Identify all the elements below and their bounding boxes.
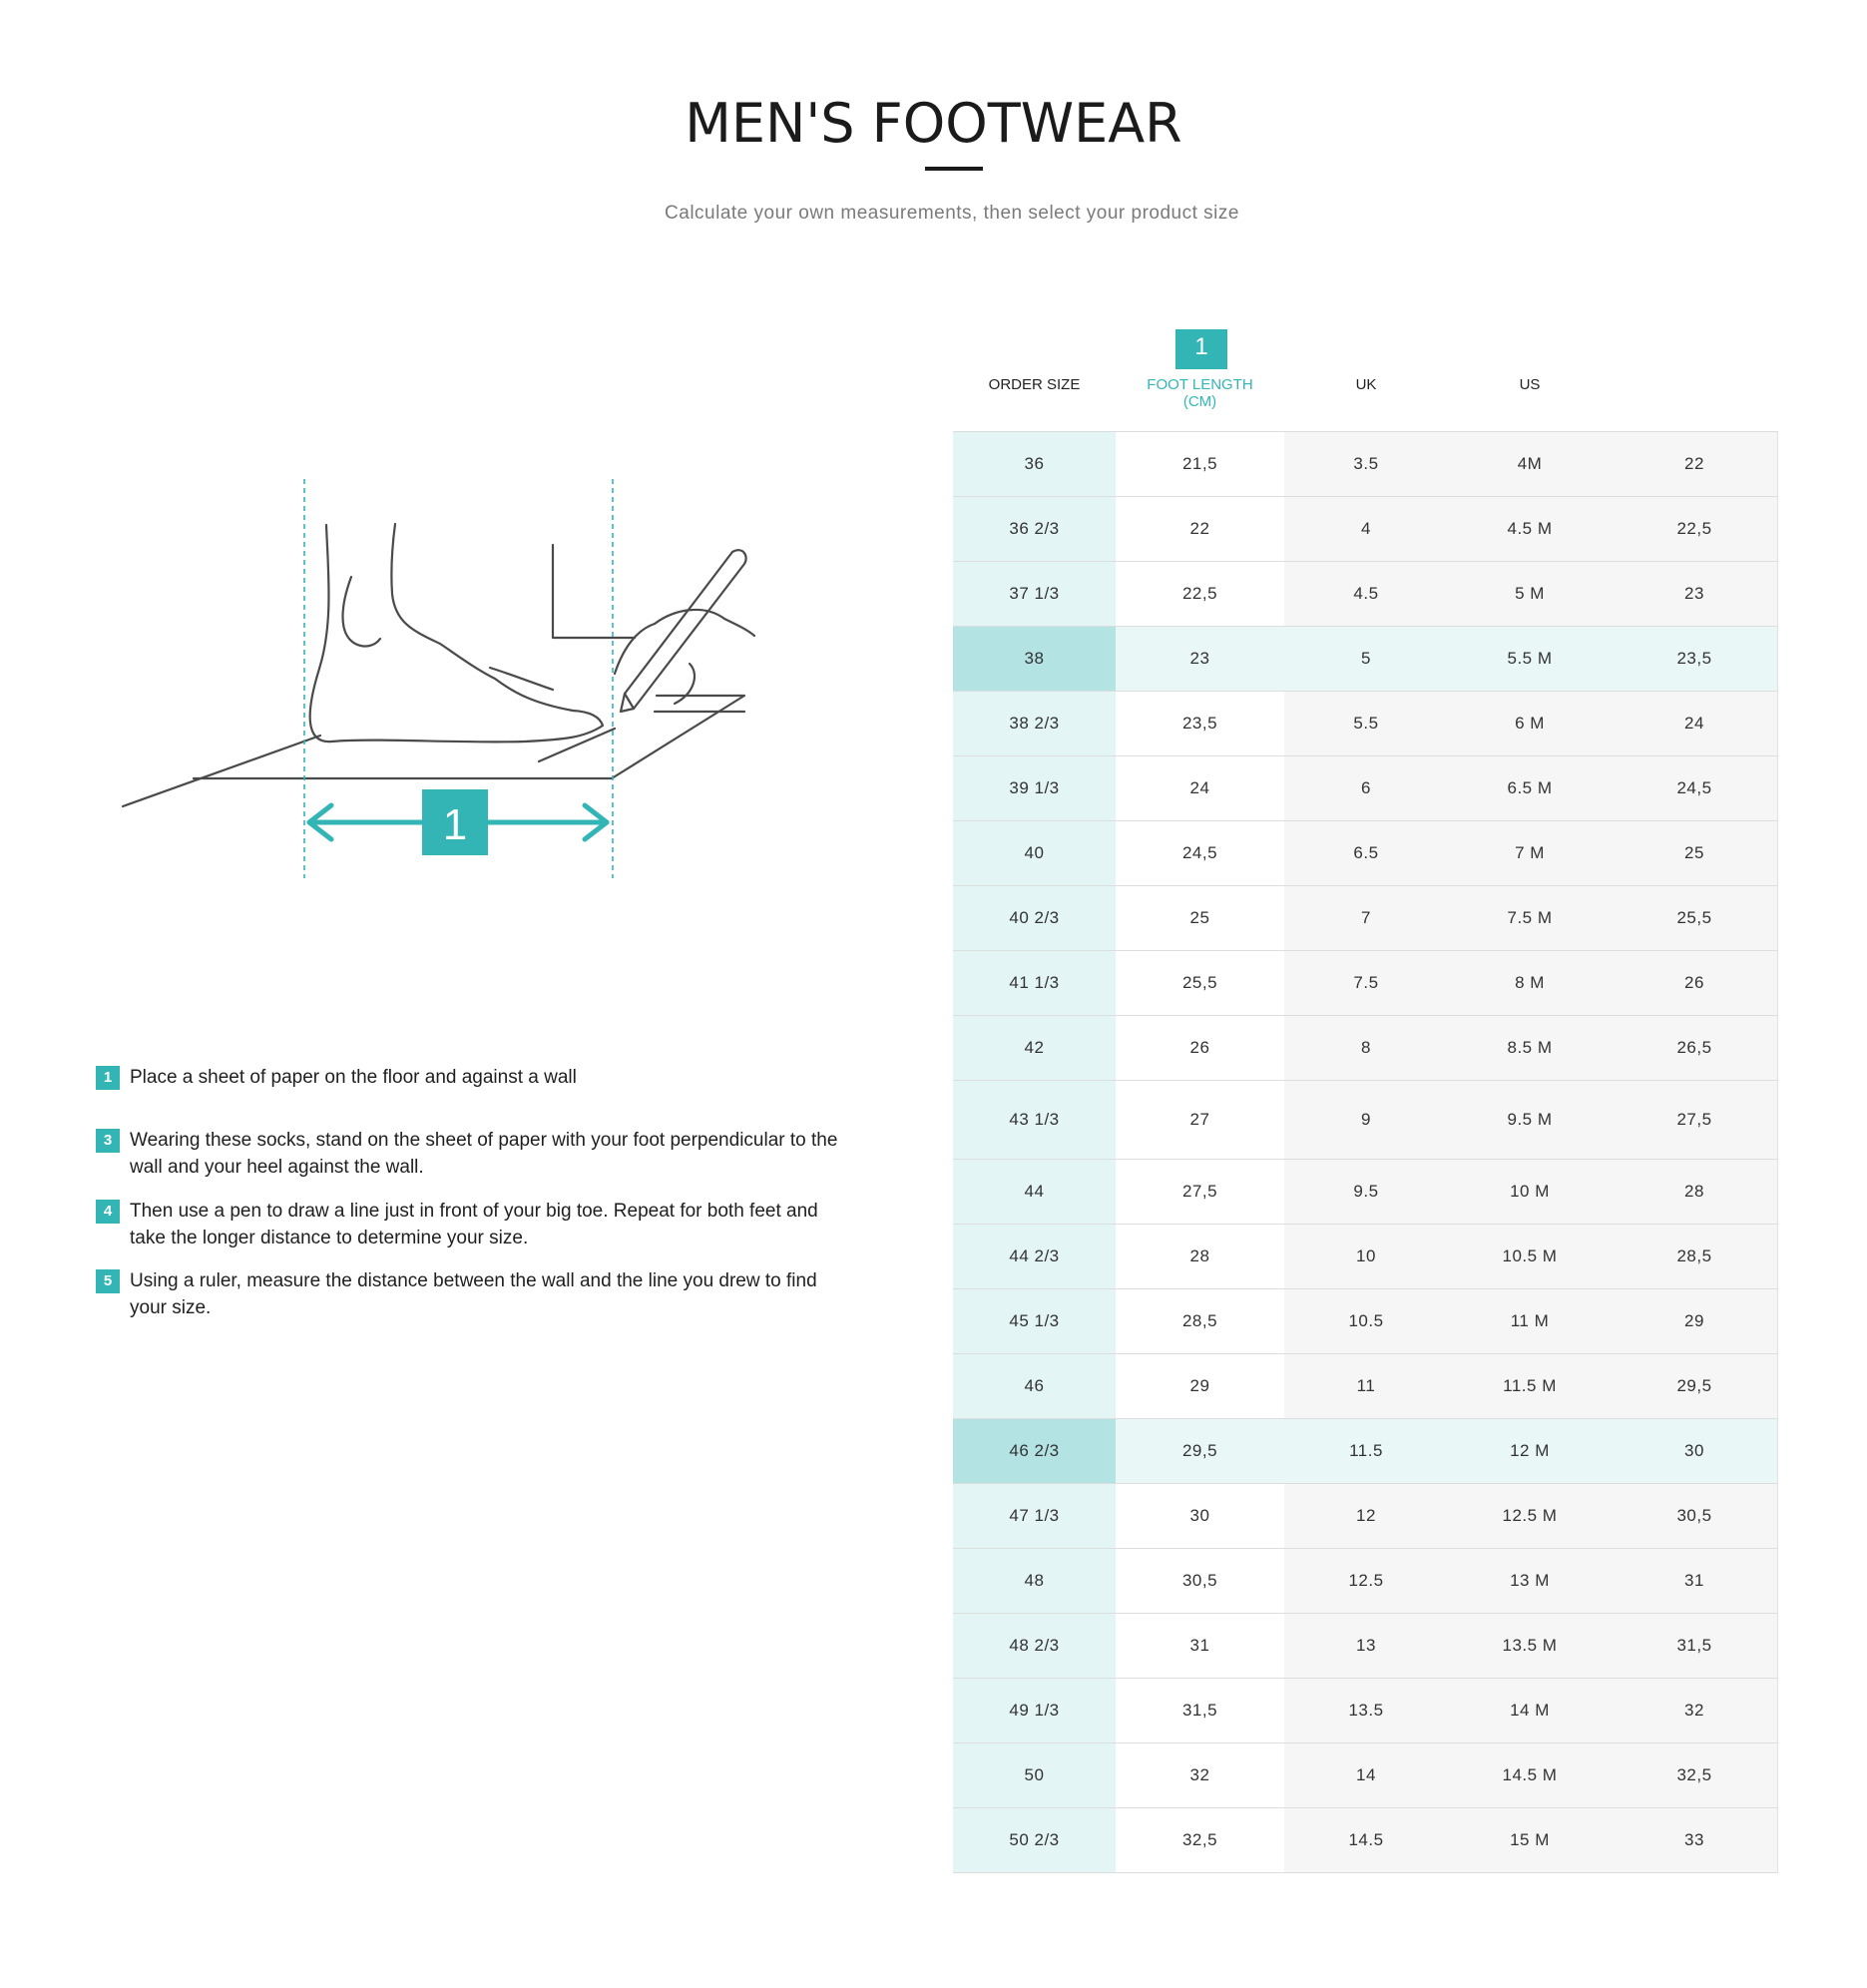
- cell-eu: 25: [1612, 821, 1777, 885]
- cell-uk: 10: [1284, 1225, 1448, 1288]
- cell-order-size: 36 2/3: [953, 497, 1116, 561]
- cell-foot-length: 31: [1116, 1614, 1284, 1678]
- cell-uk: 5: [1284, 627, 1448, 691]
- cell-us: 10.5 M: [1448, 1225, 1612, 1288]
- header-foot-length: [1116, 376, 1284, 410]
- header-uk: UK: [1355, 376, 1377, 393]
- table-row: [953, 1419, 1777, 1484]
- cell-eu: 29: [1612, 1289, 1777, 1353]
- table-row: [953, 756, 1777, 821]
- table-row: [953, 1016, 1777, 1081]
- cell-foot-length: 28,5: [1116, 1289, 1284, 1353]
- cell-us: 6.5 M: [1448, 756, 1612, 820]
- step-item: [96, 1127, 848, 1181]
- header-foot-length-line2: (CM): [1182, 393, 1217, 410]
- cell-order-size: 39 1/3: [953, 756, 1116, 820]
- step-text: Wearing these socks, stand on the sheet of paper with your foot perpendicular to the wall and your heel against the wall.: [130, 1130, 838, 1178]
- cell-eu: 22,5: [1612, 497, 1777, 561]
- cell-us: 7.5 M: [1448, 886, 1612, 950]
- cell-foot-length: 32: [1116, 1743, 1284, 1807]
- cell-foot-length: 27: [1116, 1081, 1284, 1159]
- measure-badge-label: 1: [442, 800, 468, 849]
- cell-order-size: 46 2/3: [953, 1419, 1116, 1483]
- cell-us: 14.5 M: [1448, 1743, 1612, 1807]
- table-row: [953, 1679, 1777, 1743]
- cell-foot-length: 24,5: [1116, 821, 1284, 885]
- cell-order-size: 40 2/3: [953, 886, 1116, 950]
- table-header: [953, 329, 1777, 431]
- cell-us: 5.5 M: [1448, 627, 1612, 691]
- cell-us: 11.5 M: [1448, 1354, 1612, 1418]
- table-row: [953, 1160, 1777, 1225]
- cell-order-size: 36: [953, 432, 1116, 496]
- table-row: [953, 886, 1777, 951]
- cell-uk: 6.5: [1284, 821, 1448, 885]
- cell-eu: 25,5: [1612, 886, 1777, 950]
- cell-foot-length: 23: [1116, 627, 1284, 691]
- cell-uk: 6: [1284, 756, 1448, 820]
- cell-eu: 28,5: [1612, 1225, 1777, 1288]
- step-text: Place a sheet of paper on the floor and against a wall: [130, 1067, 577, 1088]
- cell-uk: 11.5: [1284, 1419, 1448, 1483]
- cell-uk: 7: [1284, 886, 1448, 950]
- cell-us: 12 M: [1448, 1419, 1612, 1483]
- cell-eu: 24,5: [1612, 756, 1777, 820]
- cell-us: 4M: [1448, 432, 1612, 496]
- cell-eu: 30: [1612, 1419, 1777, 1483]
- cell-us: 13 M: [1448, 1549, 1612, 1613]
- cell-eu: 22: [1612, 432, 1777, 496]
- cell-foot-length: 22: [1116, 497, 1284, 561]
- cell-order-size: 49 1/3: [953, 1679, 1116, 1742]
- cell-order-size: 48: [953, 1549, 1116, 1613]
- step-item: [96, 1267, 848, 1321]
- cell-eu: 32,5: [1612, 1743, 1777, 1807]
- cell-us: 6 M: [1448, 692, 1612, 755]
- cell-uk: 10.5: [1284, 1289, 1448, 1353]
- cell-order-size: 37 1/3: [953, 562, 1116, 626]
- cell-uk: 9.5: [1284, 1160, 1448, 1224]
- cell-foot-length: 32,5: [1116, 1808, 1284, 1872]
- cell-uk: 4: [1284, 497, 1448, 561]
- table-row: [953, 1614, 1777, 1679]
- cell-foot-length: 24: [1116, 756, 1284, 820]
- table-row: [953, 1081, 1777, 1160]
- cell-foot-length: 25: [1116, 886, 1284, 950]
- step-number: 3: [96, 1129, 120, 1153]
- table-row: [953, 497, 1777, 562]
- cell-us: 5 M: [1448, 562, 1612, 626]
- cell-eu: 33: [1612, 1808, 1777, 1872]
- foot-length-badge: 1: [1175, 329, 1227, 369]
- cell-order-size: 45 1/3: [953, 1289, 1116, 1353]
- page-subtitle: Calculate your own measurements, then select your product size: [665, 203, 1239, 224]
- step-number: 5: [96, 1269, 120, 1293]
- cell-uk: 8: [1284, 1016, 1448, 1080]
- cell-eu: 32: [1612, 1679, 1777, 1742]
- cell-us: 9.5 M: [1448, 1081, 1612, 1159]
- cell-us: 4.5 M: [1448, 497, 1612, 561]
- cell-foot-length: 27,5: [1116, 1160, 1284, 1224]
- cell-order-size: 42: [953, 1016, 1116, 1080]
- table-row: [953, 1743, 1777, 1808]
- cell-us: 12.5 M: [1448, 1484, 1612, 1548]
- cell-order-size: 50: [953, 1743, 1116, 1807]
- cell-uk: 12: [1284, 1484, 1448, 1548]
- cell-eu: 31,5: [1612, 1614, 1777, 1678]
- cell-eu: 29,5: [1612, 1354, 1777, 1418]
- table-row: [953, 627, 1777, 692]
- cell-us: 14 M: [1448, 1679, 1612, 1742]
- cell-foot-length: 28: [1116, 1225, 1284, 1288]
- table-row: [953, 951, 1777, 1016]
- title-divider: [925, 167, 983, 171]
- cell-uk: 7.5: [1284, 951, 1448, 1015]
- cell-uk: 11: [1284, 1354, 1448, 1418]
- cell-foot-length: 29,5: [1116, 1419, 1284, 1483]
- cell-us: 8.5 M: [1448, 1016, 1612, 1080]
- size-table: [953, 329, 1777, 1849]
- table-row: [953, 1484, 1777, 1549]
- table-row: [953, 1354, 1777, 1419]
- cell-order-size: 47 1/3: [953, 1484, 1116, 1548]
- step-number: 4: [96, 1200, 120, 1224]
- cell-uk: 3.5: [1284, 432, 1448, 496]
- cell-order-size: 38: [953, 627, 1116, 691]
- cell-eu: 23: [1612, 562, 1777, 626]
- cell-eu: 26,5: [1612, 1016, 1777, 1080]
- table-row: [953, 1225, 1777, 1289]
- cell-foot-length: 30: [1116, 1484, 1284, 1548]
- cell-us: 13.5 M: [1448, 1614, 1612, 1678]
- cell-eu: 31: [1612, 1549, 1777, 1613]
- cell-uk: 14: [1284, 1743, 1448, 1807]
- cell-uk: 13.5: [1284, 1679, 1448, 1742]
- table-row: [953, 1808, 1777, 1872]
- cell-us: 11 M: [1448, 1289, 1612, 1353]
- cell-us: 7 M: [1448, 821, 1612, 885]
- cell-foot-length: 23,5: [1116, 692, 1284, 755]
- cell-us: 10 M: [1448, 1160, 1612, 1224]
- cell-eu: 23,5: [1612, 627, 1777, 691]
- cell-eu: 27,5: [1612, 1081, 1777, 1159]
- header-us: US: [1519, 376, 1541, 393]
- table-row: [953, 432, 1777, 497]
- table-body: [953, 431, 1778, 1873]
- cell-order-size: 38 2/3: [953, 692, 1116, 755]
- cell-eu: 28: [1612, 1160, 1777, 1224]
- step-number: 1: [96, 1066, 120, 1090]
- foot-measurement-illustration: [96, 324, 806, 1028]
- cell-uk: 9: [1284, 1081, 1448, 1159]
- cell-eu: 24: [1612, 692, 1777, 755]
- page-title: MEN'S FOOTWEAR: [685, 92, 1182, 155]
- table-row: [953, 562, 1777, 627]
- cell-order-size: 46: [953, 1354, 1116, 1418]
- cell-uk: 4.5: [1284, 562, 1448, 626]
- cell-order-size: 44: [953, 1160, 1116, 1224]
- cell-foot-length: 29: [1116, 1354, 1284, 1418]
- table-row: [953, 692, 1777, 756]
- cell-us: 8 M: [1448, 951, 1612, 1015]
- cell-order-size: 44 2/3: [953, 1225, 1116, 1288]
- cell-us: 15 M: [1448, 1808, 1612, 1872]
- cell-uk: 5.5: [1284, 692, 1448, 755]
- cell-foot-length: 21,5: [1116, 432, 1284, 496]
- cell-order-size: 50 2/3: [953, 1808, 1116, 1872]
- cell-order-size: 41 1/3: [953, 951, 1116, 1015]
- header-foot-length-line1: FOOT LENGTH: [1147, 376, 1253, 393]
- cell-order-size: 40: [953, 821, 1116, 885]
- cell-uk: 14.5: [1284, 1808, 1448, 1872]
- step-text: Using a ruler, measure the distance between the wall and the line you drew to find your size.: [130, 1270, 817, 1318]
- table-row: [953, 1289, 1777, 1354]
- table-row: [953, 821, 1777, 886]
- cell-uk: 12.5: [1284, 1549, 1448, 1613]
- cell-eu: 26: [1612, 951, 1777, 1015]
- header-order-size: ORDER SIZE: [988, 376, 1081, 393]
- cell-foot-length: 26: [1116, 1016, 1284, 1080]
- step-item: [96, 1198, 848, 1251]
- cell-eu: 30,5: [1612, 1484, 1777, 1548]
- cell-order-size: 48 2/3: [953, 1614, 1116, 1678]
- table-row: [953, 1549, 1777, 1614]
- cell-foot-length: 22,5: [1116, 562, 1284, 626]
- cell-foot-length: 30,5: [1116, 1549, 1284, 1613]
- cell-foot-length: 25,5: [1116, 951, 1284, 1015]
- step-text: Then use a pen to draw a line just in front of your big toe. Repeat for both feet and take the longer distance to determine your size.: [130, 1201, 818, 1248]
- cell-order-size: 43 1/3: [953, 1081, 1116, 1159]
- step-item: [96, 1064, 848, 1091]
- cell-uk: 13: [1284, 1614, 1448, 1678]
- cell-foot-length: 31,5: [1116, 1679, 1284, 1742]
